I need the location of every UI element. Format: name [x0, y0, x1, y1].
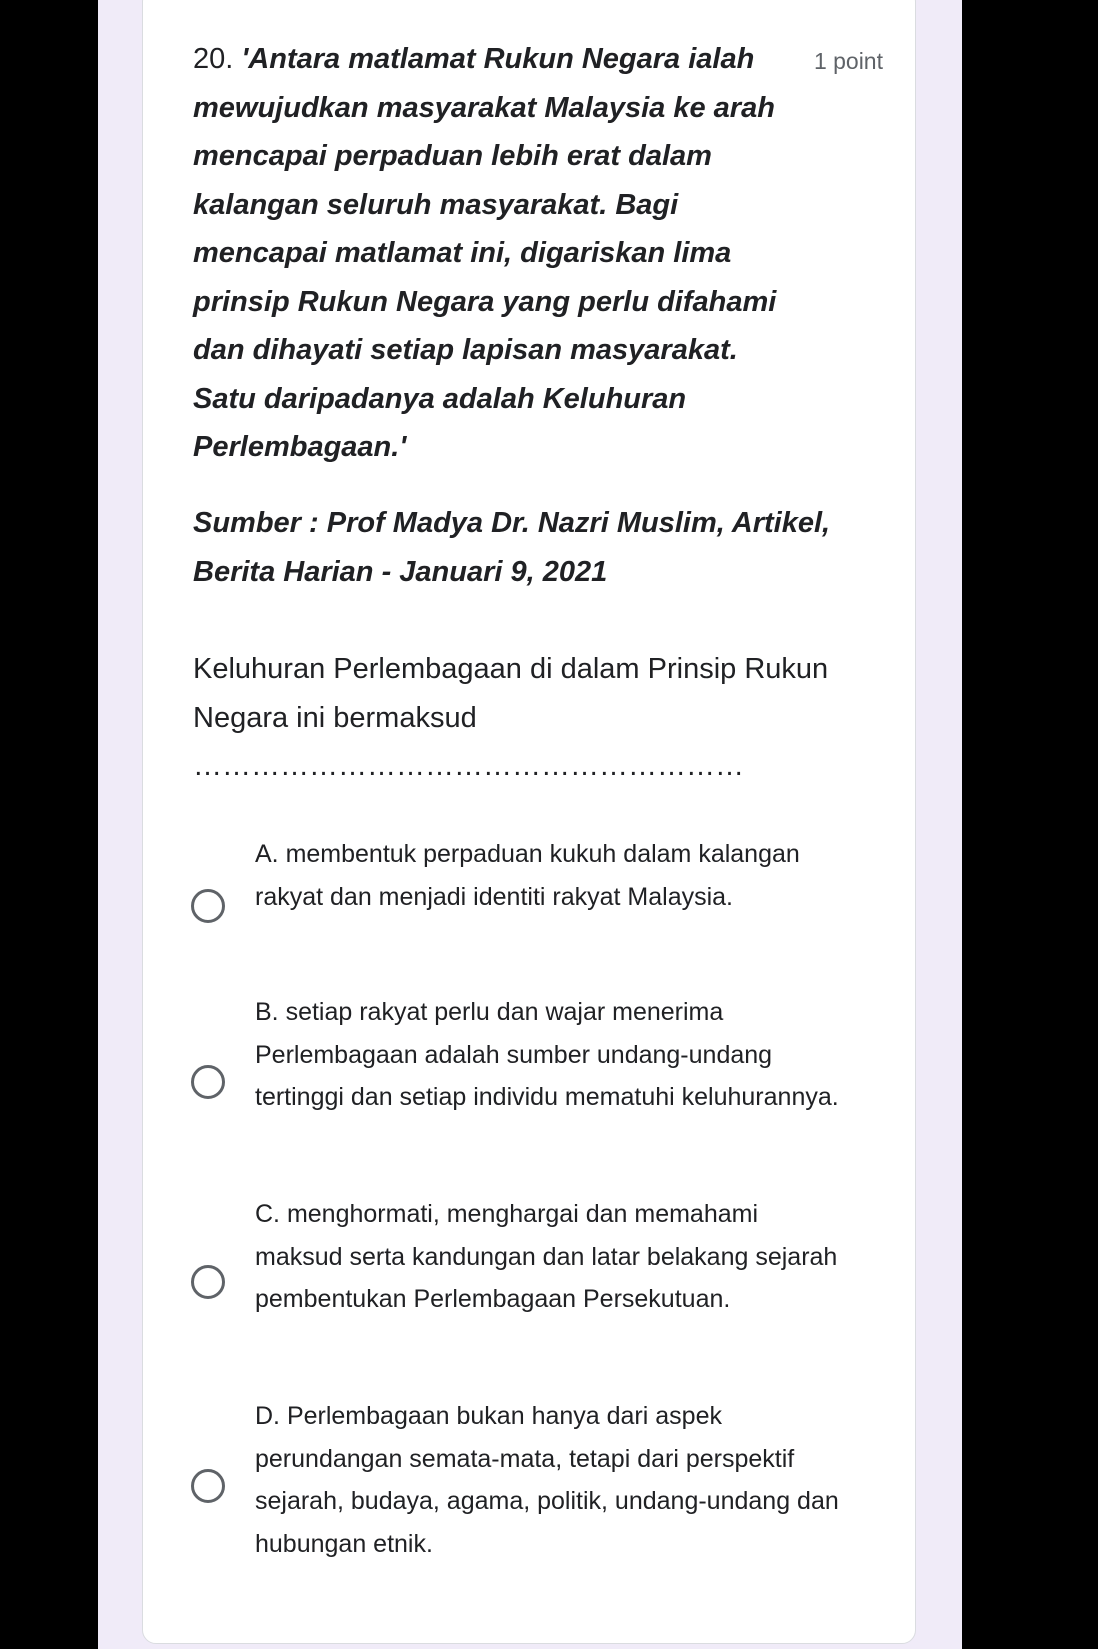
question-statement: 'Antara matlamat Rukun Negara ialah mewujudkan masyarakat Malaysia ke arah mencapai perpaduan lebih erat dalam kalangan seluruh masyarakat. Bagi mencapai matlamat ini, digariskan lima prinsip Rukun Negara yang perlu difahami dan dihayati setiap lapisan masyarakat. Satu daripadanya adalah Keluhuran Perlembagaan.': [193, 43, 777, 463]
radio-option-b[interactable]: [191, 1065, 225, 1099]
question-prompt-text: Keluhuran Perlembagaan di dalam Prinsip Rukun Negara ini bermaksud: [193, 653, 829, 734]
question-points: 1 point: [813, 48, 883, 74]
question-prompt: [193, 645, 833, 790]
option-d[interactable]: [191, 1395, 851, 1567]
radio-option-d[interactable]: [191, 1469, 225, 1503]
option-c[interactable]: [191, 1193, 851, 1365]
radio-option-c[interactable]: [191, 1265, 225, 1299]
radio-option-a[interactable]: [191, 889, 225, 923]
option-a[interactable]: [191, 833, 851, 963]
option-d-label: D. Perlembagaan bukan hanya dari aspek perundangan semata-mata, tetapi dari perspektif sejarah, budaya, agama, politik, undang-undang dan hubungan etnik.: [255, 1402, 839, 1558]
option-b-label: B. setiap rakyat perlu dan wajar menerima Perlembagaan adalah sumber undang-undang tertinggi dan setiap individu mematuhi keluhurannya.: [255, 998, 839, 1111]
question-source: Sumber : Prof Madya Dr. Nazri Muslim, Artikel, Berita Harian - Januari 9, 2021: [193, 507, 831, 588]
option-b[interactable]: [191, 991, 851, 1163]
question-number: 20.: [193, 43, 234, 75]
option-a-label: A. membentuk perpaduan kukuh dalam kalangan rakyat dan menjadi identiti rakyat Malaysia.: [255, 840, 800, 911]
question-card: [142, 0, 916, 1644]
question-title: [193, 35, 783, 472]
question-blank: …………………………………………………: [193, 750, 744, 782]
question-header: [193, 35, 883, 472]
option-c-label: C. menghormati, menghargai dan memahami maksud serta kandungan dan latar belakang sejarah pembentukan Perlembagaan Persekutuan.: [255, 1200, 838, 1313]
